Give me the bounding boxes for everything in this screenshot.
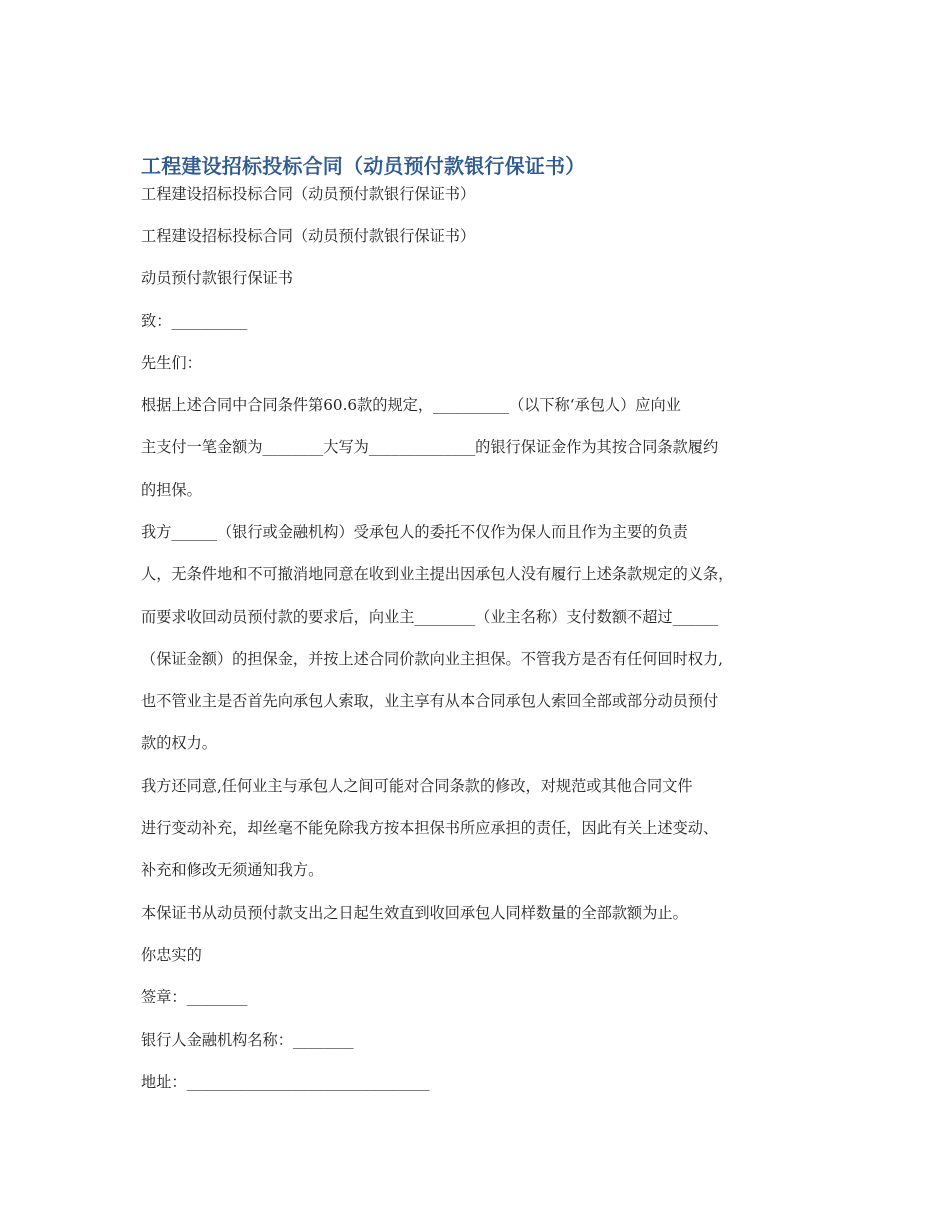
paragraph-2-line-2: 人，无条件地和不可撤消地同意在收到业主提出因承包人没有履行上述条款规定的义条，	[141, 565, 734, 583]
section-heading: 动员预付款银行保证书	[141, 269, 293, 287]
paragraph-1-line-2: 主支付一笔金额为________大写为______________的银行保证金作为其按合同条款履约	[141, 438, 719, 456]
closing-line: 你忠实的	[141, 946, 202, 964]
paragraph-1-line-1: 根据上述合同中合同条件第60.6款的规定，__________（以下称‘承包人）应向业	[141, 396, 681, 414]
paragraph-1-line-3: 的担保。	[141, 481, 202, 499]
paragraph-3-line-3: 补充和修改无须通知我方。	[141, 861, 324, 879]
paragraph-4-line-1: 本保证书从动员预付款支出之日起生效直到收回承包人同样数量的全部款额为止。	[141, 904, 688, 922]
paragraph-2-line-1: 我方______（银行或金融机构）受承包人的委托不仅作为保人而且作为主要的负责	[141, 523, 688, 541]
paragraph-3-line-2: 进行变动补充，却丝毫不能免除我方按本担保书所应承担的责任，因此有关上述变动、	[141, 819, 719, 837]
subtitle-line-2: 工程建设招标投标合同（动员预付款银行保证书）	[141, 227, 476, 245]
page-title: 工程建设招标投标合同（动员预付款银行保证书）	[141, 154, 586, 178]
subtitle-line-1: 工程建设招标投标合同（动员预付款银行保证书）	[141, 185, 476, 203]
paragraph-2-line-3: 而要求收回动员预付款的要求后，向业主________（业主名称）支付数额不超过______	[141, 608, 719, 626]
address-field: 地址：________________________________	[141, 1073, 430, 1091]
paragraph-2-line-4: （保证金额）的担保金，并按上述合同价款向业主担保。不管我方是否有任何回时权力,	[141, 650, 723, 668]
paragraph-2-line-5: 也不管业主是否首先向承包人索取，业主享有从本合同承包人索回全部或部分动员预付	[141, 692, 719, 710]
bank-name-field: 银行人金融机构名称：________	[141, 1031, 354, 1049]
paragraph-2-line-6: 款的权力。	[141, 734, 217, 752]
addressee-line: 致：__________	[141, 312, 248, 330]
signature-field: 签章：________	[141, 988, 248, 1006]
salutation-line: 先生们：	[141, 354, 202, 372]
paragraph-3-line-1: 我方还同意,任何业主与承包人之间可能对合同条款的修改，对规范或其他合同文件	[141, 777, 693, 795]
